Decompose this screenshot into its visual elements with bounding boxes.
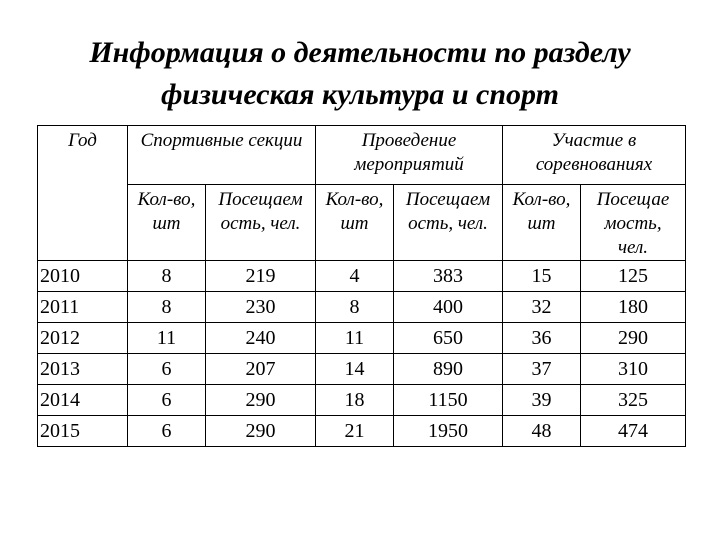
group-header-events: Проведение мероприятий — [316, 126, 503, 185]
title-line-1: Информация о деятельности по разделу — [89, 36, 631, 69]
value-cell: 39 — [503, 385, 581, 416]
table-row — [38, 416, 686, 447]
value-cell: 890 — [394, 354, 503, 385]
value-cell: 37 — [503, 354, 581, 385]
value-cell: 290 — [581, 323, 686, 354]
year-cell: 2015 — [38, 416, 128, 447]
subheader-attendance: Посещаем ость, чел. — [206, 185, 316, 261]
value-cell: 219 — [206, 261, 316, 292]
group-header-sections: Спортивные секции — [128, 126, 316, 185]
table-body — [38, 261, 686, 447]
value-cell: 400 — [394, 292, 503, 323]
subheader-count: Кол-во, шт — [503, 185, 581, 261]
page-title — [0, 32, 720, 116]
value-cell: 6 — [128, 416, 206, 447]
value-cell: 11 — [316, 323, 394, 354]
header-row-groups — [38, 126, 686, 185]
table-row — [38, 261, 686, 292]
activity-table — [37, 125, 686, 447]
value-cell: 650 — [394, 323, 503, 354]
value-cell: 230 — [206, 292, 316, 323]
year-cell: 2011 — [38, 292, 128, 323]
year-cell: 2014 — [38, 385, 128, 416]
value-cell: 1950 — [394, 416, 503, 447]
value-cell: 310 — [581, 354, 686, 385]
value-cell: 474 — [581, 416, 686, 447]
table-row — [38, 354, 686, 385]
subheader-attendance: Посещае мость, чел. — [581, 185, 686, 261]
value-cell: 21 — [316, 416, 394, 447]
value-cell: 15 — [503, 261, 581, 292]
value-cell: 4 — [316, 261, 394, 292]
value-cell: 240 — [206, 323, 316, 354]
value-cell: 36 — [503, 323, 581, 354]
value-cell: 290 — [206, 416, 316, 447]
value-cell: 32 — [503, 292, 581, 323]
value-cell: 6 — [128, 385, 206, 416]
subheader-count: Кол-во, шт — [128, 185, 206, 261]
table-row — [38, 385, 686, 416]
title-line-2: физическая культура и спорт — [161, 78, 559, 111]
value-cell: 207 — [206, 354, 316, 385]
header-row-subcolumns — [38, 185, 686, 261]
value-cell: 14 — [316, 354, 394, 385]
subheader-count: Кол-во, шт — [316, 185, 394, 261]
value-cell: 18 — [316, 385, 394, 416]
value-cell: 1150 — [394, 385, 503, 416]
table-row — [38, 292, 686, 323]
value-cell: 125 — [581, 261, 686, 292]
group-header-competitions: Участие в соревнованиях — [503, 126, 686, 185]
value-cell: 48 — [503, 416, 581, 447]
value-cell: 6 — [128, 354, 206, 385]
value-cell: 383 — [394, 261, 503, 292]
value-cell: 325 — [581, 385, 686, 416]
value-cell: 8 — [316, 292, 394, 323]
year-cell: 2012 — [38, 323, 128, 354]
year-header: Год — [38, 126, 128, 261]
value-cell: 290 — [206, 385, 316, 416]
subheader-attendance: Посещаем ость, чел. — [394, 185, 503, 261]
value-cell: 8 — [128, 292, 206, 323]
year-cell: 2010 — [38, 261, 128, 292]
value-cell: 8 — [128, 261, 206, 292]
value-cell: 180 — [581, 292, 686, 323]
year-cell: 2013 — [38, 354, 128, 385]
table-row — [38, 323, 686, 354]
value-cell: 11 — [128, 323, 206, 354]
